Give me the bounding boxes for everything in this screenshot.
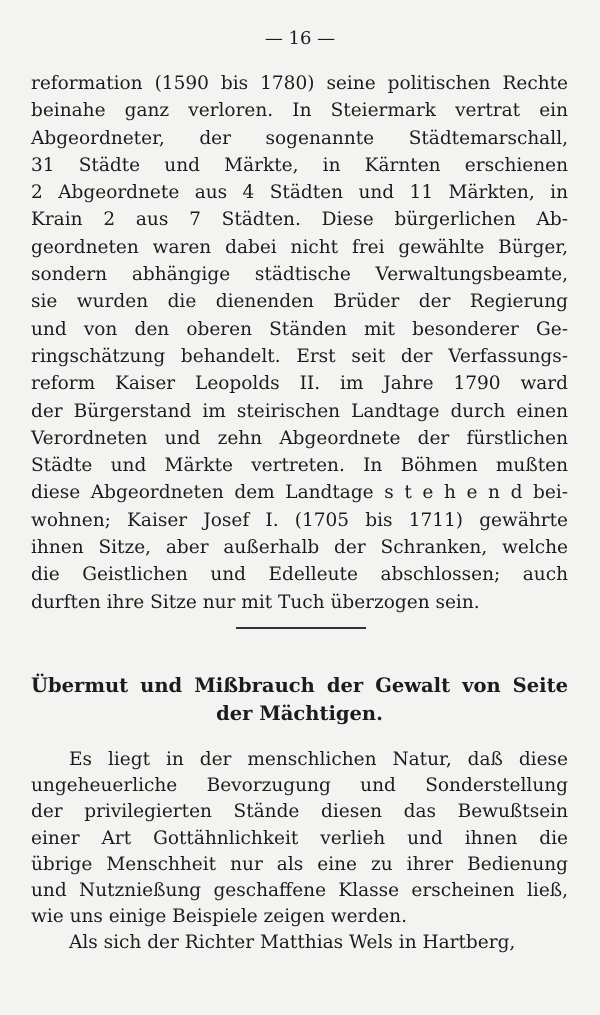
text-line: 31 Städte und Märkte, in Kärnten erschienen xyxy=(31,154,568,176)
text-line: ihnen Sitze, aber außerhalb der Schranken, welche xyxy=(31,537,568,559)
text-line: übrige Menschheit nur als eine zu ihrer Bedienung xyxy=(31,853,568,875)
text-line: und von den oberen Ständen mit besonderer Ge- xyxy=(31,318,568,340)
paragraph-2 xyxy=(31,747,568,930)
page-number: — 16 — xyxy=(264,28,336,49)
text-line: Es liegt in der menschlichen Natur, daß diese xyxy=(69,749,568,770)
text-line: die Geistlichen und Edelleute abschlossen; auch xyxy=(31,564,568,586)
text-line: 2 Abgeordnete aus 4 Städten und 11 Märkten, in xyxy=(31,182,568,204)
paragraph-1 xyxy=(31,70,568,616)
text-line: der privilegierten Stände diesen das Bewußtsein xyxy=(31,801,568,823)
text-line: beinahe ganz verloren. In Steiermark vertrat ein xyxy=(31,100,568,122)
text-line: reform Kaiser Leopolds II. im Jahre 1790 ward xyxy=(31,373,568,395)
text-line: diese Abgeordneten dem Landtage s t e h e n d bei- xyxy=(31,482,568,504)
text-line: Verordneten und zehn Abgeordnete der fürstlichen xyxy=(31,427,568,449)
text-line: wohnen; Kaiser Josef I. (1705 bis 1711) gewährte xyxy=(31,509,568,531)
text-line: Städte und Märkte vertreten. In Böhmen mußten xyxy=(31,455,568,477)
text-line: wie uns einige Beispiele zeigen werden. xyxy=(31,906,407,928)
section-heading-line-1: Übermut und Mißbrauch der Gewalt von Seite xyxy=(31,674,568,697)
text-line: der Bürgerstand im steirischen Landtage durch einen xyxy=(31,400,568,422)
text-line: Abgeordneter, der sogenannte Städtemarschall, xyxy=(31,127,568,149)
section-divider xyxy=(236,627,366,629)
section-heading xyxy=(31,672,568,728)
section-heading-line-2: der Mächtigen. xyxy=(216,702,383,725)
text-line: sie wurden die dienenden Brüder der Regierung xyxy=(31,291,568,313)
text-line: Krain 2 aus 7 Städten. Diese bürgerlichen Ab- xyxy=(31,209,568,231)
text-line: sondern abhängige städtische Verwaltungsbeamte, xyxy=(31,264,568,286)
text-line: ungeheuerliche Bevorzugung und Sonderstellung xyxy=(31,775,568,797)
paragraph-3 xyxy=(31,930,568,956)
text-line: geordneten waren dabei nicht frei gewählte Bürger, xyxy=(31,236,568,258)
text-line: Als sich der Richter Matthias Wels in Hartberg, xyxy=(69,932,516,953)
text-line: durften ihre Sitze nur mit Tuch überzogen sein. xyxy=(31,591,480,613)
text-line: reformation (1590 bis 1780) seine politischen Rechte xyxy=(31,73,568,94)
text-line: einer Art Gottähnlichkeit verlieh und ihnen die xyxy=(31,827,568,849)
text-line: ringschätzung behandelt. Erst seit der Verfassungs- xyxy=(31,345,568,367)
text-line: und Nutznießung geschaffene Klasse erscheinen ließ, xyxy=(31,879,568,901)
